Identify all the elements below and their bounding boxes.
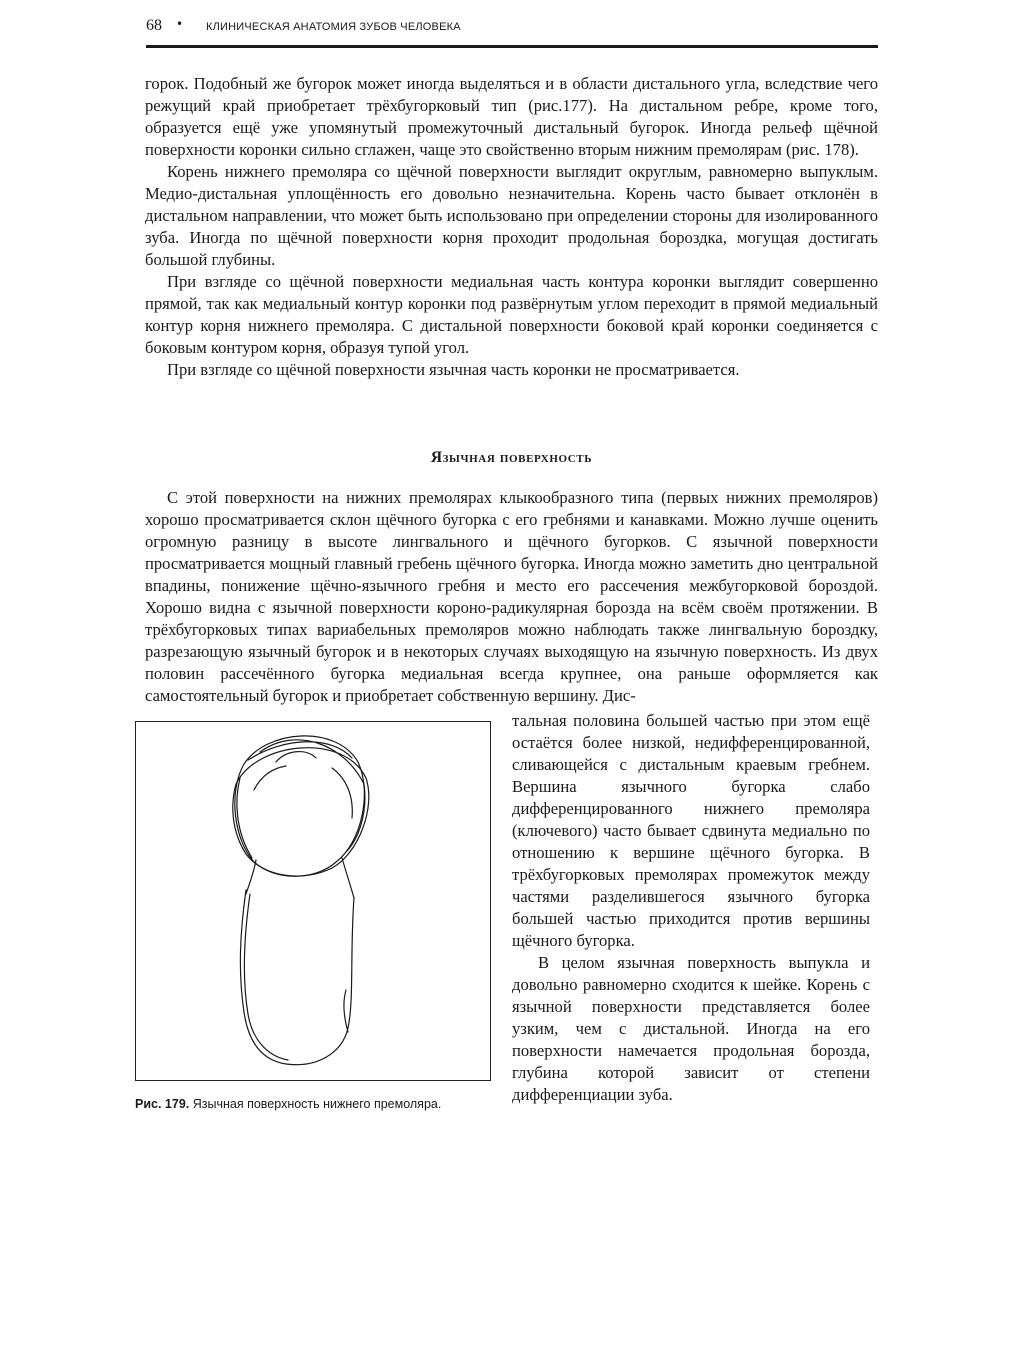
paragraph: В целом язычная поверхность выпукла и довольно равномерно сходится к шейке. Корень с язычной поверхности представляется более узким, чем с дистальной. Иногда на его поверхности намечается продольная борозда, глубина которой зависит от степени дифференциации зуба. — [512, 953, 870, 1104]
paragraph: горок. Подобный же бугорок может иногда выделяться и в области дистального угла, вследствие чего режущий край приобретает трёхбугорковый тип (рис.177). На дистальном ребре, кроме того, образуется ещё уже упомянутый промежуточный дистальный бугорок. Иногда рельеф щёчной поверхности коронки сильно сглажен, чаще это свойственно вторым нижним премолярам (рис. 178). — [145, 74, 878, 159]
header-rule — [146, 45, 878, 48]
cusp-ridge — [332, 768, 352, 818]
section-heading: Язычная поверхность — [430, 449, 593, 466]
cusp-ridge — [276, 752, 316, 762]
paragraph: При взгляде со щёчной поверхности язычная часть коронки не просматривается. — [167, 360, 740, 379]
crown-outline — [260, 740, 365, 852]
lingual-text-block — [145, 487, 878, 707]
header-bullet: • — [176, 17, 184, 31]
root-outline — [244, 894, 288, 1060]
paragraph: тальная половина большей частью при этом ещё остаётся более низкой, недифференцированной, сливающейся с дистальным краевым гребнем. Вершина язычного бугорка слабо дифференцированного нижнего премоляра (ключевого) часто бывает сдвинута медиально по отношению к вершине щёчного бугорка. В трёхбугорковых премолярах промежуток между частями разделившегося язычного бугорка большей частью приходится против вершины щёчного бугорка. — [512, 711, 870, 950]
intro-text-block — [145, 73, 878, 381]
running-header — [146, 17, 878, 37]
neck-line — [246, 860, 256, 894]
root-outline — [344, 990, 348, 1032]
premolar-sketch — [136, 722, 490, 1080]
figure-179-frame — [135, 721, 491, 1081]
neck-line — [342, 858, 354, 898]
side-text-column — [512, 710, 870, 1106]
figure-caption-label: Рис. 179. — [135, 1097, 190, 1111]
paragraph: При взгляде со щёчной поверхности медиальная часть контура коронки выглядит совершенно прямой, так как медиальный контур коронки под развёрнутым углом переходит в прямой медиальный контур корня нижнего премоляра. С дистальной поверхности боковой край коронки соединяется с боковым контуром корня, образуя тупой угол. — [145, 272, 878, 357]
figure-caption — [135, 1097, 495, 1111]
crown-outline — [237, 778, 252, 858]
paragraph: С этой поверхности на нижних премолярах клыкообразного типа (первых нижних премоляров) хорошо просматривается склон щёчного бугорка с его гребнями и канавками. Можно лучше оценить огромную разницу в высоте лингвального и щёчного бугорков. С язычной поверхности просматривается мощный главный гребень щёчного бугорка. Иногда можно заметить дно центральной впадины, понижение щёчно-язычного гребня и место его рассечения межбугорковой бороздой. Хорошо видна с язычной поверхности короно-радикулярная борозда на всём своём протяжении. В трёхбугорковых типах вариабельных премоляров можно наблюдать также лингвальную бороздку, разрезающую язычный бугорок и в некоторых случаях выходящую на язычную поверхность. Из двух половин рассечённого бугорка медиальная всегда крупнее, она раньше оформляется как самостоятельный бугорок и приобретает собственную вершину. Дис- — [145, 488, 878, 705]
crown-outline — [233, 748, 369, 876]
cusp-ridge — [254, 766, 286, 790]
running-title: КЛИНИЧЕСКАЯ АНАТОМИЯ ЗУБОВ ЧЕЛОВЕКА — [206, 21, 461, 33]
paragraph: Корень нижнего премоляра со щёчной поверхности выглядит округлым, равномерно выпуклым. Медио-дистальная уплощённость его довольно незначительна. Корень часто бывает отклонён в дистальном направлении, что может быть использовано при определении стороны для изолированного зуба. Иногда по щёчной поверхности корня проходит продольная бороздка, могущая достигать большой глубины. — [145, 162, 878, 269]
page-number: 68 — [146, 17, 162, 34]
figure-caption-text: Язычная поверхность нижнего премоляра. — [192, 1097, 442, 1111]
